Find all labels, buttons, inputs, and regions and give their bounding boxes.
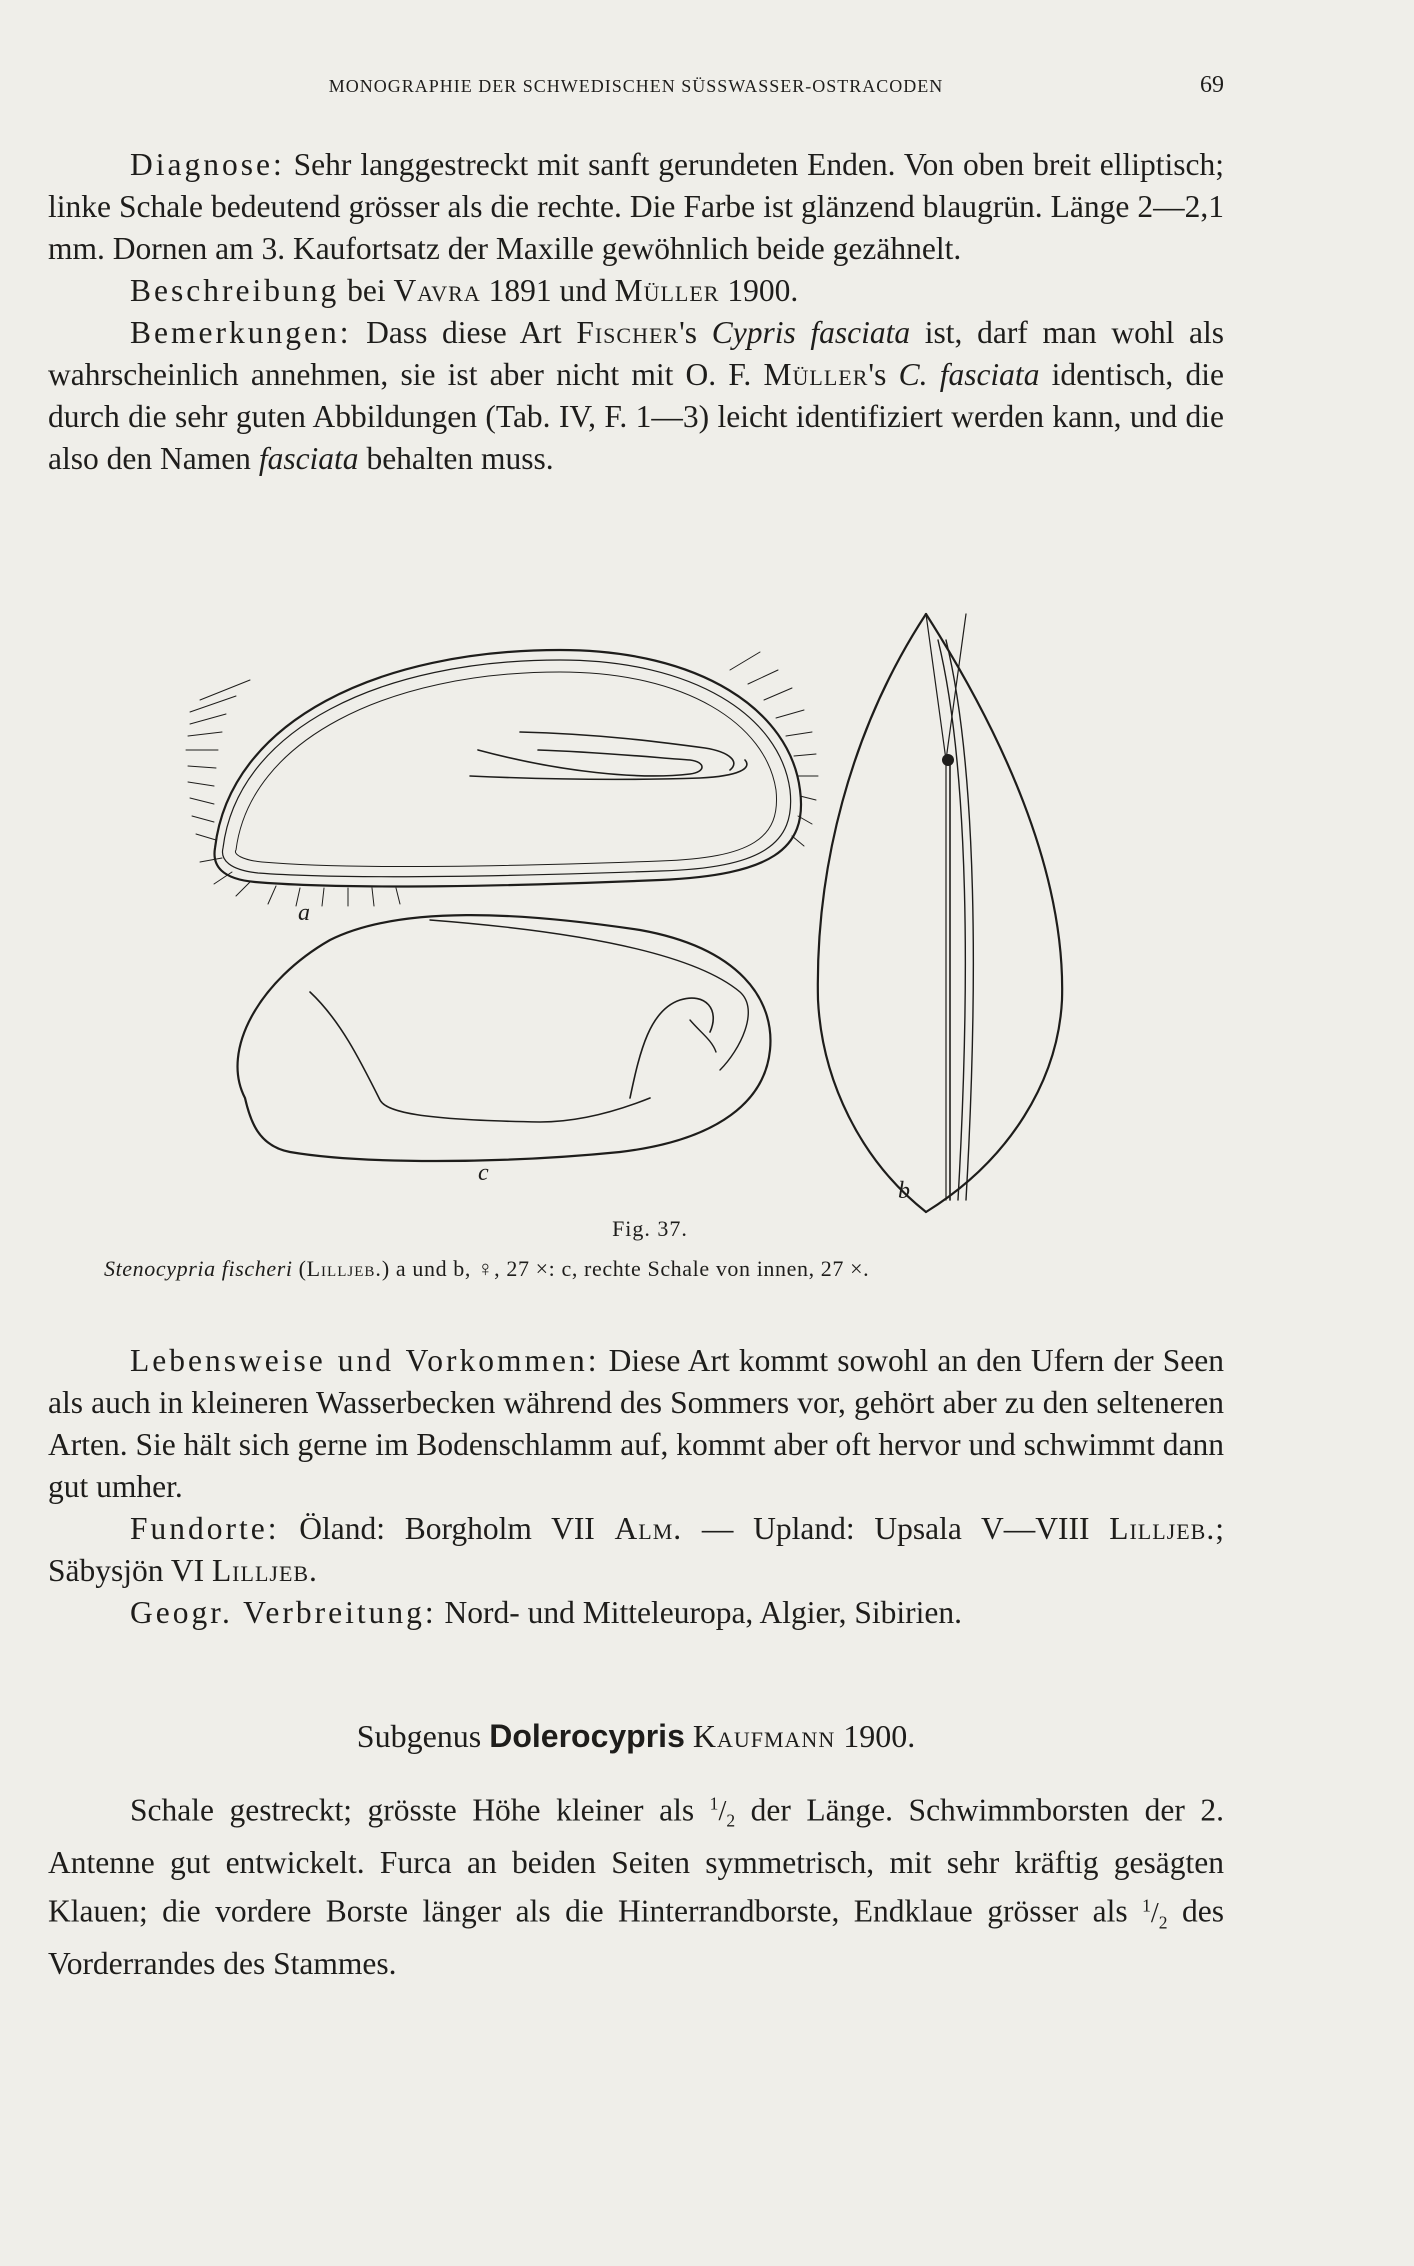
subgenus-name: Dolerocypris [489, 1718, 685, 1754]
bemerkungen-text: 's [868, 357, 899, 392]
author-name: Alm. [614, 1511, 683, 1546]
author-name: Müller [614, 273, 720, 308]
fraction-denominator: 2 [1158, 1912, 1168, 1933]
bemerkungen-paragraph [48, 312, 1224, 480]
taxon-name: Cypris fasciata [711, 315, 911, 350]
beschreibung-label: Beschreibung [130, 273, 340, 308]
taxon-name: fasciata [258, 441, 359, 476]
bemerkungen-text: Dass diese Art [351, 315, 577, 350]
author-name: Müller [763, 357, 869, 392]
subgenus-space [685, 1718, 693, 1754]
fraction-numerator: 1 [1142, 1895, 1151, 1916]
figure-label-a: a [298, 900, 310, 926]
fundorte-label: Fundorte: [130, 1511, 280, 1546]
author-name: Lilljeb. [1109, 1511, 1216, 1546]
diagnose-label: Diagnose: [130, 147, 285, 182]
shell-lateral-view-a [186, 650, 818, 906]
description-section [48, 144, 1224, 480]
verbreitung-text: Nord- und Mitteleuropa, Algier, Sibirien. [436, 1595, 963, 1630]
bemerkungen-text: identisch, die durch die sehr guten Abbildungen (Tab. IV, F. 1—3) leicht identifiziert werden kann, und die also den Namen [48, 357, 1224, 476]
subgenus-heading [48, 1718, 1224, 1755]
caption-text: ( [292, 1256, 307, 1281]
fraction-numerator: 1 [709, 1794, 719, 1814]
verbreitung-label: Geogr. Verbreitung: [130, 1595, 437, 1630]
bemerkungen-text: behalten muss. [358, 441, 554, 476]
author-name: Fischer [576, 315, 680, 350]
beschreibung-text: bei [339, 273, 394, 308]
diagnose-paragraph [48, 144, 1224, 270]
fraction-half: $^1/_2$ [709, 1794, 736, 1832]
shell-dorsal-view-b [818, 614, 1062, 1212]
caption-taxon: Stenocypria fischeri [104, 1256, 293, 1281]
shell-inner-view-c [238, 915, 771, 1161]
fundorte-text: ; Säbysjön VI [48, 1511, 1224, 1588]
dolerocypris-paragraph [48, 1783, 1224, 1985]
figure-number: Fig. 37. [612, 1216, 688, 1241]
bemerkungen-text: ist, darf man wohl als wahrscheinlich annehmen, sie ist aber nicht mit O. F. [48, 315, 1224, 392]
beschreibung-text: 1891 und [480, 273, 615, 308]
beschreibung-paragraph [48, 270, 1224, 312]
figure-label-c: c [478, 1160, 489, 1186]
figure-caption [104, 1256, 869, 1282]
fundorte-paragraph [48, 1508, 1224, 1592]
page-number: 69 [1200, 72, 1224, 98]
author-name: Lilljeb. [211, 1553, 318, 1588]
subgenus-prefix: Subgenus [356, 1718, 490, 1754]
lebensweise-paragraph [48, 1340, 1224, 1508]
diagnose-text: Sehr langgestreckt mit sanft gerundeten Enden. Von oben breit elliptisch; linke Schale bedeutend grösser als die rechte. Die Farbe ist glänzend blaugrün. Länge 2—2,1 mm. Dornen am 3. Kaufortsatz der Maxille gewöhnlich beide gezähnelt. [48, 147, 1224, 266]
taxon-name: C. fasciata [898, 357, 1040, 392]
caption-text: ) a und b, ♀, 27 ×: c, rechte Schale von innen, 27 ×. [381, 1256, 870, 1281]
subgenus-year: 1900. [835, 1718, 916, 1754]
author-name: Vavra [393, 273, 481, 308]
lebensweise-label: Lebensweise und Vorkommen: [130, 1343, 600, 1378]
beschreibung-text: 1900. [719, 273, 799, 308]
dolerocypris-section [48, 1783, 1224, 1985]
fundorte-text: Öland: Borgholm VII [279, 1511, 615, 1546]
caption-author: Lilljeb. [306, 1256, 382, 1281]
dolerocypris-text: des Vorderrandes des Stammes. [48, 1893, 1224, 1982]
fundorte-text: — Upland: Upsala V—VIII [682, 1511, 1110, 1546]
figure-label-b: b [898, 1178, 910, 1204]
dolerocypris-text: Schale gestreckt; grösste Höhe kleiner als [130, 1792, 710, 1828]
running-head: MONOGRAPHIE DER SCHWEDISCHEN SÜSSWASSER-OSTRACODEN [328, 76, 944, 96]
bemerkungen-label: Bemerkungen: [130, 315, 352, 350]
verbreitung-paragraph [48, 1592, 1224, 1634]
subgenus-author: Kaufmann [692, 1718, 836, 1754]
fraction-denominator: 2 [726, 1811, 736, 1832]
figure-37 [0, 600, 1414, 1240]
bemerkungen-text: 's [679, 315, 712, 350]
ecology-section [48, 1340, 1224, 1634]
fraction-half: $^1/_2$ [1142, 1895, 1168, 1933]
lebensweise-text: Diese Art kommt sowohl an den Ufern der Seen als auch in kleineren Wasserbecken während des Sommers vor, gehört aber zu den selteneren Arten. Sie hält sich gerne im Bodenschlamm auf, kommt aber oft hervor und schwimmt dann gut umher. [48, 1343, 1224, 1504]
dolerocypris-text: der Länge. Schwimmborsten der 2. Antenne gut entwickelt. Furca an beiden Seiten symmetrisch, mit sehr kräftig gesägten Klauen; die vordere Borste länger als die Hinterrandborste, Endklaue grösser als [48, 1792, 1224, 1929]
figure-drawing [0, 600, 1414, 1240]
